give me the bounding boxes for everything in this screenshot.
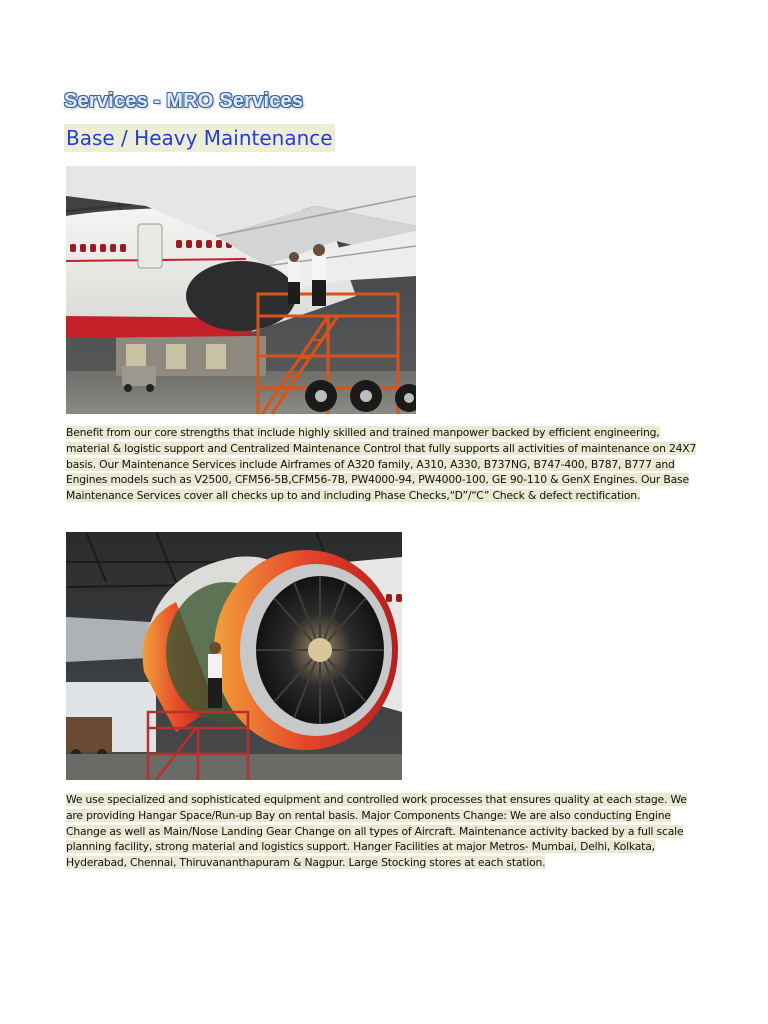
engine-maintenance-photo <box>66 532 402 780</box>
paragraph-text: Benefit from our core strengths that include highly skilled and trained manpower backed by efficient engineering, material & logistic support and Centralized Maintenance Control that fully supports all activities of maintenance on 24X7 basis. Our Maintenance Services include Airframes of A320 family, A310, A330, B737NG, B747-400, B787, B777 and Engines models such as V2500, CFM56-5B,CFM56-7B, PW4000-94, PW4000-100, GE 90-110 & GenX Engines. Our Base Maintenance Services cover all checks up to and including Phase Checks,“D”/“C” Check & defect rectification. <box>66 426 697 503</box>
maintenance-description-paragraph <box>66 425 706 504</box>
page-title: Services - MRO Services <box>64 90 304 112</box>
paragraph-text: We use specialized and sophisticated equipment and controlled work processes that ensures quality at each stage. We are providing Hangar Space/Run-up Bay on rental basis. Major Components Change: We are also conducting Engine Change as well as Main/Nose Landing Gear Change on all types of Aircraft. Maintenance activity backed by a full scale planning facility, strong material and logistics support. Hanger Facilities at major Metros- Mumbai, Delhi, Kolkata, Hyderabad, Chennai, Thiruvananthapuram & Nagpur. Large Stocking stores at each station. <box>66 793 687 870</box>
aircraft-wing-maintenance-photo <box>66 166 416 414</box>
equipment-and-facilities-paragraph <box>66 792 706 871</box>
section-title: Base / Heavy Maintenance <box>66 126 333 150</box>
